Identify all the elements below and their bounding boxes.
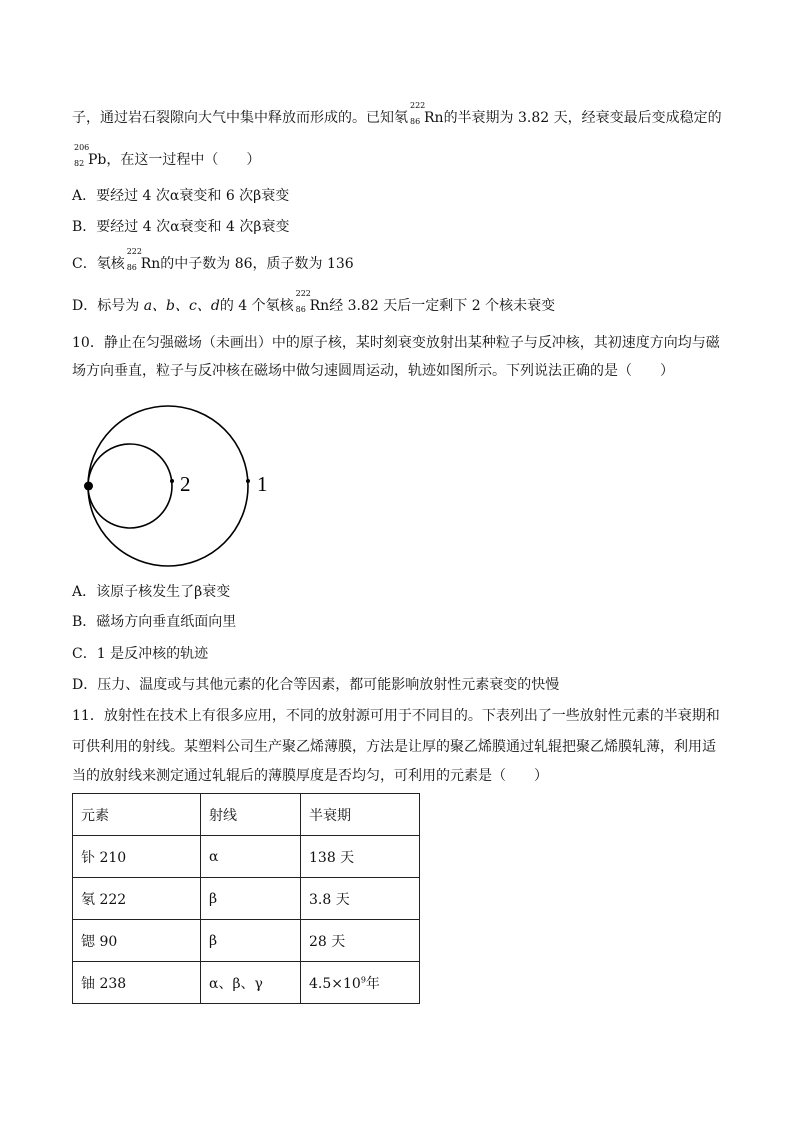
q9-option-a: A．要经过 4 次α衰变和 6 次β衰变 — [72, 188, 290, 204]
q10-stem-line2: 场方向垂直，粒子与反冲核在磁场中做匀速圆周运动，轨迹如图所示。下列说法正确的是（ ） — [72, 363, 674, 379]
q9-option-c-text-a: C．氡核 — [72, 256, 125, 272]
q10-option-b: B．磁场方向垂直纸面向里 — [72, 614, 237, 630]
q10-option-c: C．1 是反冲核的轨迹 — [72, 646, 209, 662]
half-life-unit: 年 — [365, 975, 380, 992]
table-cell: β — [201, 920, 301, 962]
pb-mass-number: 206 — [74, 143, 90, 152]
rn-symbol: Rn — [140, 256, 161, 272]
table-row — [73, 920, 420, 962]
trajectory-figure — [80, 405, 280, 575]
table-row — [73, 962, 420, 1004]
rn-atomic-number: 86 — [410, 117, 421, 126]
table-cell: 钋 210 — [73, 836, 201, 878]
q10-option-d: D．压力、温度或与其他元素的化合等因素，都可能影响放射性元素衰变的快慢 — [72, 677, 560, 693]
circle-2-marker — [170, 479, 174, 483]
trajectory-circle-1 — [88, 406, 248, 566]
q9-line1-text-a: 子，通过岩石裂隙向大气中集中释放而形成的。已知氡 — [72, 110, 408, 126]
pb-nuclide — [74, 143, 107, 170]
label-1: 1 — [257, 472, 268, 496]
half-life-exponent: 9 — [360, 974, 366, 984]
q9-option-d-text-b: 的 4 个氡核 — [219, 298, 294, 314]
table-cell: 氡 222 — [73, 878, 201, 920]
q9-line1-text-b: 的半衰期为 3.82 天，经衰变最后变成稳定的 — [443, 110, 722, 126]
pb-atomic-number: 82 — [74, 159, 85, 168]
rn-nuclide — [295, 289, 330, 316]
q9-option-c — [72, 247, 354, 274]
q9-option-d-text-a: D．标号为 — [72, 298, 140, 314]
decay-point — [84, 482, 93, 491]
rn-symbol: Rn — [309, 298, 330, 314]
table-header-cell: 元素 — [73, 794, 201, 836]
q10-option-a: A．该原子核发生了β衰变 — [72, 584, 231, 600]
radioactive-elements-table — [72, 793, 420, 1004]
table-row — [73, 878, 420, 920]
table-cell: 28 天 — [301, 920, 420, 962]
table-header-cell: 射线 — [201, 794, 301, 836]
q11-stem-line1: 11．放射性在技术上有很多应用，不同的放射源可用于不同目的。下表列出了一些放射性元素的半衰期和 — [72, 708, 720, 724]
q9-line1 — [72, 101, 722, 128]
pb-symbol: Pb — [88, 152, 107, 168]
table-cell: 锶 90 — [73, 920, 201, 962]
trajectory-circle-2 — [88, 444, 172, 528]
q9-option-d — [72, 289, 556, 316]
table-row — [73, 836, 420, 878]
q9-option-c-text-b: 的中子数为 86，质子数为 136 — [160, 256, 354, 272]
rn-atomic-number: 86 — [126, 263, 137, 272]
circle-1-marker — [246, 479, 250, 483]
table-cell: α — [201, 836, 301, 878]
q9-option-d-text-c: 经 3.82 天后一定剩下 2 个核未衰变 — [329, 298, 556, 314]
q9-option-b: B．要经过 4 次α衰变和 4 次β衰变 — [72, 219, 290, 235]
q10-stem-line1: 10．静止在匀强磁场（未画出）中的原子核，某时刻衰变放射出某种粒子与反冲核，其初速度方向均与磁 — [72, 335, 720, 351]
q9-line2 — [72, 143, 261, 170]
rn-nuclide — [410, 101, 444, 128]
q9-line2-text: ，在这一过程中（ ） — [106, 152, 261, 168]
rn-mass-number: 222 — [295, 289, 311, 298]
table-cell: 138 天 — [301, 836, 420, 878]
rn-mass-number: 222 — [126, 247, 142, 256]
rn-nuclide — [126, 247, 161, 274]
table-cell-half-life — [301, 962, 420, 1004]
q9-option-d-labels: a、b、c、d — [143, 298, 220, 314]
rn-symbol: Rn — [424, 110, 444, 126]
q11-stem-line3: 当的放射线来测定通过轧辊后的薄膜厚度是否均匀，可利用的元素是（ ） — [72, 768, 548, 784]
table-cell: 铀 238 — [73, 962, 201, 1004]
table-header-cell: 半衰期 — [301, 794, 420, 836]
half-life-base: 4.5×10 — [309, 975, 361, 992]
rn-mass-number: 222 — [410, 101, 426, 110]
table-cell: β — [201, 878, 301, 920]
table-header-row — [73, 794, 420, 836]
table-cell: 3.8 天 — [301, 878, 420, 920]
q11-stem-line2: 可供利用的射线。某塑料公司生产聚乙烯薄膜，方法是让厚的聚乙烯膜通过轧辊把聚乙烯膜轧薄，利用适 — [72, 739, 716, 755]
table-cell: α、β、γ — [201, 962, 301, 1004]
rn-atomic-number: 86 — [295, 305, 306, 314]
label-2: 2 — [180, 472, 191, 496]
